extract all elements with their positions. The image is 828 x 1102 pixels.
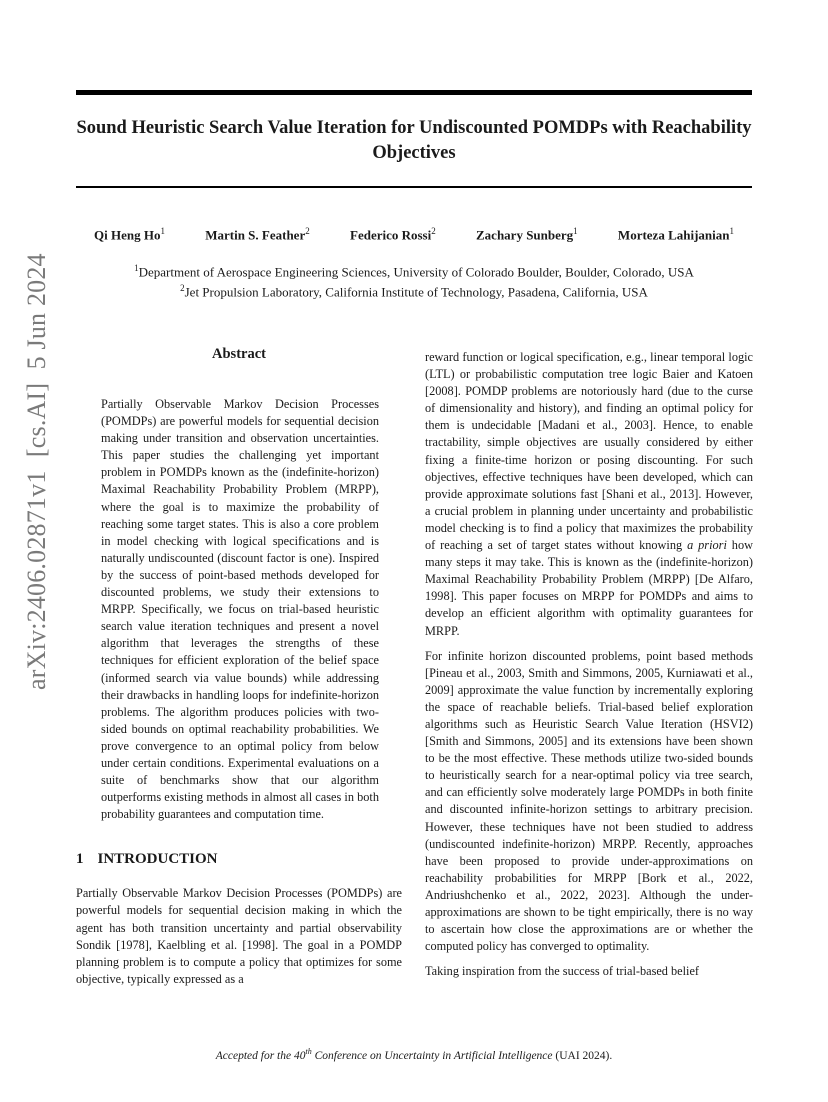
body-paragraph: For infinite horizon discounted problems, point based methods [Pineau et al., 2003, Smith and Simmons, 2005, Kurniawati et al., 2009] approximate the value function by incrementally exploring the space of reachable beliefs. Trial-based belief exploration algorithms such as Heuristic Search Value Iteration (HSVI2) [Smith and Simmons, 2005] and its extensions have been shown to be the most effective. These methods utilize two-sided bounds to heuristically search for a near-optimal policy via tree search, and can efficiently solve moderately large POMDPs in both finite and discounted infinite-horizon settings to arbitrary precision. However, these techniques have not been studied to address (undiscounted indefinite-horizon) MRPP. Recently, approaches have been proposed to provide under-approximations on reachability probabilities for MRPP [Bork et al., 2022, Andriushchenko et al., 2022, 2023]. Although the under-approximations are shown to be tight empirically, there is no way to ascertain how close the approximations are or whether the computed policy has converged to optimality. <box>425 648 753 954</box>
affiliation: $^1$Department of Aerospace Engineering Sciences, University of Colorado Boulder, Boulder, Colorado, USA <box>134 263 694 280</box>
abstract-heading: Abstract <box>212 346 266 362</box>
paper-title: Sound Heuristic Search Value Iteration for Undiscounted POMDPs with Reachability Objectives <box>76 118 752 163</box>
section-title: INTRODUCTION <box>97 851 218 868</box>
section-number: 1 <box>76 851 84 868</box>
affiliation: $^2$Jet Propulsion Laboratory, California Institute of Technology, Pasadena, California, USA <box>180 283 648 300</box>
title-rule <box>76 186 752 188</box>
abstract-text: Partially Observable Markov Decision Processes (POMDPs) are powerful models for sequential decision making under transition and observation uncertainties. This paper studies the challenging yet important problem in POMDPs known as the (indefinite-horizon) Maximal Reachability Probability Problem (MRPP), where the goal is to maximize the probability of reaching some target states. This is also a core problem in model checking with logical specifications and is naturally undiscounted (discount factor is one). Inspired by the success of point-based methods developed for discounted problems, we study their extensions to MRPP. Specifically, we focus on trial-based heuristic search value iteration techniques and present a novel algorithm that leverages the strengths of these techniques for efficient exploration of the belief space (informed search via value bounds) while addressing their drawbacks in handling loops for indefinite-horizon problems. The algorithm produces policies with two-sided bounds on optimal reachability probabilities. We prove convergence to an optimal policy from below under certain conditions. Experimental evaluations on a suite of benchmarks show that our algorithm outperforms existing methods in almost all cases in both probability guarantees and computation time. <box>101 397 379 822</box>
conference-footer: Accepted for the 40th Conference on Uncertainty in Artificial Intelligence (UAI 2024). <box>215 1047 613 1062</box>
right-column <box>425 349 753 980</box>
section-heading <box>76 851 402 868</box>
author: Morteza Lahijanian$^1$ <box>617 226 734 243</box>
top-rule <box>76 90 752 95</box>
intro-paragraph: Partially Observable Markov Decision Processes (POMDPs) are powerful models for sequential decision making in which the agent has both transition uncertainty and partial observability Sondik [1978], Kaelbling et al. [1998]. The goal in a POMDP planning problem is to compute a policy that optimizes for some objective, typically expressed as a <box>76 886 402 986</box>
author: Zachary Sunberg$^1$ <box>476 226 578 243</box>
author-list <box>76 226 752 243</box>
author: Martin S. Feather$^2$ <box>205 226 310 243</box>
author: Qi Heng Ho$^1$ <box>94 226 165 243</box>
author: Federico Rossi$^2$ <box>350 226 436 243</box>
body-paragraph: Taking inspiration from the success of trial-based belief <box>425 964 700 979</box>
body-paragraph: reward function or logical specification, e.g., linear temporal logic (LTL) or probabilistic computation tree logic Baier and Katoen [2008]. POMDP problems are notoriously hard (due to the curse of dimensionality and history), and finding an optimal policy for them is undecidable [Madani et al., 2003]. Hence, to enable tractability, simple objectives are usually considered by either fixing a finite-time horizon or posing discounting. For such objectives, effective techniques have been developed, which can provide approximate solutions fast [Shani et al., 2013]. However, a crucial problem in planning under uncertainty and probabilistic model checking is to find a policy that maximizes the probability of reaching a set of target states without knowing a priori how many steps it may take. This is known as the (indefinite-horizon) Maximal Reachability Probability Problem (MRPP) [De Alfaro, 1998]. This paper focuses on MRPP for POMDPs and aims to develop an efficient algorithm with optimality guarantees for MRPP. <box>425 350 753 638</box>
left-column <box>76 346 402 988</box>
affiliations <box>76 260 752 301</box>
arxiv-identifier: arXiv:2406.02871v1 [cs.AI] 5 Jun 2024 <box>22 253 51 690</box>
